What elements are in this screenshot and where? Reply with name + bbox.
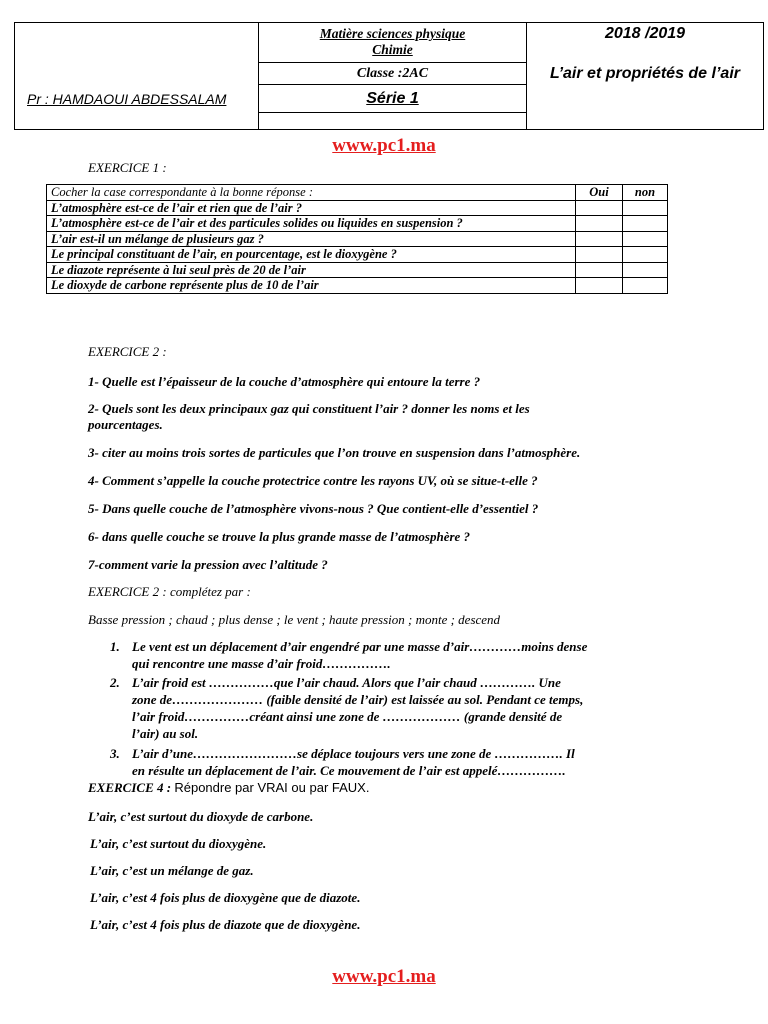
- item-line: qui rencontre une masse d’air froid…………….: [132, 656, 391, 671]
- table-row: [47, 262, 668, 278]
- school-year: 2018 /2019: [604, 25, 686, 42]
- oui-checkbox[interactable]: [576, 262, 623, 278]
- subject-line-1: Matière sciences physique: [319, 26, 466, 41]
- item-line: zone de………………… (faible densité de l’air) est laissée au sol. Pendant ce temps,: [132, 692, 584, 707]
- ex1-title: EXERCICE 1 :: [88, 160, 167, 175]
- ex1-table: [46, 184, 668, 294]
- site-url-top[interactable]: www.pc1.ma: [332, 135, 436, 156]
- item-number: 3.: [110, 746, 120, 761]
- ex1-instruction: Cocher la case correspondante à la bonne réponse :: [47, 185, 576, 201]
- oui-checkbox[interactable]: [576, 216, 623, 232]
- item-number: 2.: [110, 675, 120, 690]
- subject-line-2: Chimie: [372, 42, 413, 57]
- question-cell: L’atmosphère est-ce de l’air et rien que de l’air ?: [47, 200, 576, 216]
- item-line: en résulte un déplacement de l’air. Ce mouvement de l’air est appelé…………….: [132, 763, 566, 778]
- non-checkbox[interactable]: [623, 200, 668, 216]
- table-header-row: [47, 185, 668, 201]
- header-table: [14, 22, 764, 130]
- oui-checkbox[interactable]: [576, 200, 623, 216]
- ex2-question-1: 1- Quelle est l’épaisseur de la couche d’atmosphère qui entoure la terre ?: [88, 374, 481, 389]
- question-cell: Le principal constituant de l’air, en pourcentage, est le dioxygène ?: [47, 247, 576, 263]
- question-cell: Le dioxyde de carbone représente plus de 10 de l’air: [47, 278, 576, 294]
- ex2-question-5: 5- Dans quelle couche de l’atmosphère vivons-nous ? Que contient-elle d’essentiel ?: [88, 501, 539, 516]
- header-subject-cell: [259, 23, 527, 129]
- oui-checkbox[interactable]: [576, 247, 623, 263]
- non-checkbox[interactable]: [623, 231, 668, 247]
- table-row: [47, 216, 668, 232]
- lesson-topic: L’air et propriétés de l’air: [550, 65, 740, 82]
- ex4-statement-1: L’air, c’est surtout du dioxyde de carbone.: [88, 809, 314, 824]
- ex4-statement-2: L’air, c’est surtout du dioxygène.: [90, 836, 267, 851]
- ex2-question-6: 6- dans quelle couche se trouve la plus grande masse de l’atmosphère ?: [88, 529, 471, 544]
- ex4-heading: [88, 780, 369, 796]
- table-row: [47, 231, 668, 247]
- header-title-cell: [527, 23, 763, 129]
- table-row: [47, 200, 668, 216]
- table-row: [47, 278, 668, 294]
- oui-checkbox[interactable]: [576, 278, 623, 294]
- non-checkbox[interactable]: [623, 216, 668, 232]
- question-cell: L’air est-il un mélange de plusieurs gaz ?: [47, 231, 576, 247]
- series-label: Série 1: [259, 85, 526, 113]
- non-checkbox[interactable]: [623, 278, 668, 294]
- ex2-question-3: 3- citer au moins trois sortes de particules que l’on trouve en suspension dans l’atmosphère.: [88, 445, 581, 460]
- oui-checkbox[interactable]: [576, 231, 623, 247]
- subject-label: [259, 23, 526, 63]
- non-checkbox[interactable]: [623, 262, 668, 278]
- ex4-statement-3: L’air, c’est un mélange de gaz.: [90, 863, 254, 878]
- table-row: [47, 247, 668, 263]
- ex2-question-2b: pourcentages.: [88, 417, 163, 432]
- ex2-question-7: 7-comment varie la pression avec l’altitude ?: [88, 557, 328, 572]
- ex4-statement-4: L’air, c’est 4 fois plus de dioxygène que de diazote.: [90, 890, 361, 905]
- ex4-statement-5: L’air, c’est 4 fois plus de diazote que de dioxygène.: [90, 917, 361, 932]
- ex3-word-bank: Basse pression ; chaud ; plus dense ; le vent ; haute pression ; monte ; descend: [88, 612, 501, 627]
- item-line: l’air froid……………créant ainsi une zone de ……………… (grande densité de: [132, 709, 563, 724]
- item-line: l’air) au sol.: [132, 726, 199, 741]
- teacher-name: Pr : HAMDAOUI ABDESSALAM: [27, 91, 227, 107]
- item-line: Le vent est un déplacement d’air engendré par une masse d’air…………moins dense: [132, 639, 588, 654]
- col-non: non: [623, 185, 668, 201]
- question-cell: Le diazote représente à lui seul près de 20 de l’air: [47, 262, 576, 278]
- ex4-title: EXERCICE 4 :: [88, 780, 172, 795]
- question-cell: L’atmosphère est-ce de l’air et des particules solides ou liquides en suspension ?: [47, 216, 576, 232]
- ex2-question-4: 4- Comment s’appelle la couche protectrice contre les rayons UV, où se situe-t-elle ?: [88, 473, 538, 488]
- ex2-title: EXERCICE 2 :: [88, 344, 167, 359]
- ex2-question-2a: 2- Quels sont les deux principaux gaz qui constituent l’air ? donner les noms et les: [88, 401, 530, 416]
- non-checkbox[interactable]: [623, 247, 668, 263]
- item-line: L’air d’une……………………se déplace toujours vers une zone de ……………. Il: [132, 746, 575, 761]
- site-url-bottom[interactable]: www.pc1.ma: [332, 966, 436, 987]
- ex4-instruction: Répondre par VRAI ou par FAUX.: [174, 780, 370, 795]
- header-teacher-cell: [15, 23, 259, 129]
- col-oui: Oui: [576, 185, 623, 201]
- ex3-title: EXERCICE 2 : complétez par :: [88, 584, 251, 599]
- class-label: Classe :2AC: [259, 63, 526, 85]
- item-number: 1.: [110, 639, 120, 654]
- item-line: L’air froid est ……………que l’air chaud. Alors que l’air chaud …………. Une: [132, 675, 561, 690]
